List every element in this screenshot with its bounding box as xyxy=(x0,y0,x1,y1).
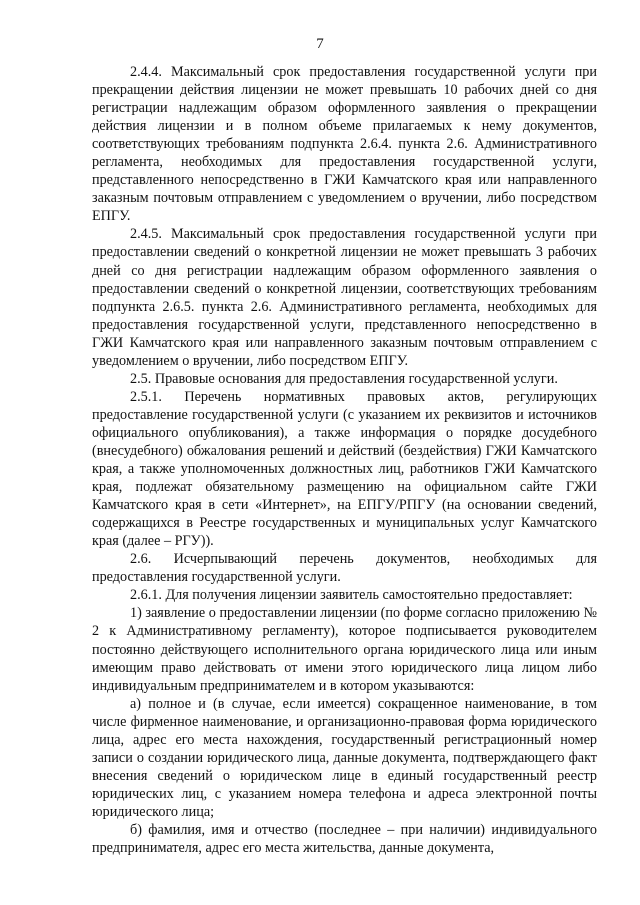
paragraph-2-5-1: 2.5.1. Перечень нормативных правовых актов, регулирующих предоставление государственной услуги (с указанием их реквизитов и источников официального опубликования), а также информация о порядке досудебного (внесудебного) обжалования решений и действий (бездействия) ГЖИ Камчатского края, а также уполномоченных должностных лиц, работников ГЖИ Камчатского края, подлежат обязательному размещению на официальном сайте ГЖИ Камчатского края в сети «Интернет», на ЕПГУ/РПГУ (на основании сведений, содержащихся в Реестре государственных и муниципальных услуг Камчатского края (далее – РГУ)). xyxy=(92,388,597,550)
page-number: 7 xyxy=(316,36,324,52)
paragraph-2-6: 2.6. Исчерпывающий перечень документов, необходимых для предоставления государственной услуги. xyxy=(92,551,597,586)
paragraph-2-5: 2.5. Правовые основания для предоставления государственной услуги. xyxy=(130,370,558,387)
paragraph-2-6-1: 2.6.1. Для получения лицензии заявитель самостоятельно предоставляет: xyxy=(130,587,573,604)
paragraph-2-4-5: 2.4.5. Максимальный срок предоставления государственной услуги при предоставлении сведений о конкретной лицензии не может превышать 3 рабочих дней со дня регистрации надлежащим образом оформленного заявления о предоставлении сведений о конкретной лицензии, соответствующих требованиям подпункта 2.6.5. пункта 2.6. Административного регламента, необходимых для предоставления государственной услуги, представленного непосредственно в ГЖИ Камчатского края или направленного заказным почтовым отправлением с уведомлением о вручении, либо посредством ЕПГУ. xyxy=(92,226,597,369)
document-body xyxy=(92,63,597,857)
paragraph-2-4-4: 2.4.4. Максимальный срок предоставления государственной услуги при прекращении действия лицензии не может превышать 10 рабочих дней со дня регистрации надлежащим образом оформленного заявления о прекращении действия лицензии и в полном объеме прилагаемых к нему документов, соответствующих требованиям подпункта 2.6.4. пункта 2.6. Административного регламента, необходимых для предоставления государственной услуги, представленного непосредственно в ГЖИ Камчатского края или направленного заказным почтовым отправлением с уведомлением о вручении, либо посредством ЕПГУ. xyxy=(92,64,597,225)
list-item-1: 1) заявление о предоставлении лицензии (по форме согласно приложению № 2 к Административному регламенту), которое подписывается руководителем постоянно действующего исполнительного органа юридического лица или иным имеющим право действовать от имени этого юридического лица лицом либо индивидуальным предпринимателем и в котором указываются: xyxy=(92,605,597,694)
list-item-b: б) фамилия, имя и отчество (последнее – при наличии) индивидуального предпринимателя, адрес его места жительства, данные документа, xyxy=(92,821,597,857)
list-item-a: а) полное и (в случае, если имеется) сокращенное наименование, в том числе фирменное наименование, и организационно-правовая форма юридического лица, адрес его места нахождения, государственный регистрационный номер записи о создании юридического лица, данные документа, подтверждающего факт внесения сведений о юридическом лице в единый государственный реестр юридических лиц, с указанием номера телефона и адреса электронной почты юридического лица; xyxy=(92,695,597,820)
